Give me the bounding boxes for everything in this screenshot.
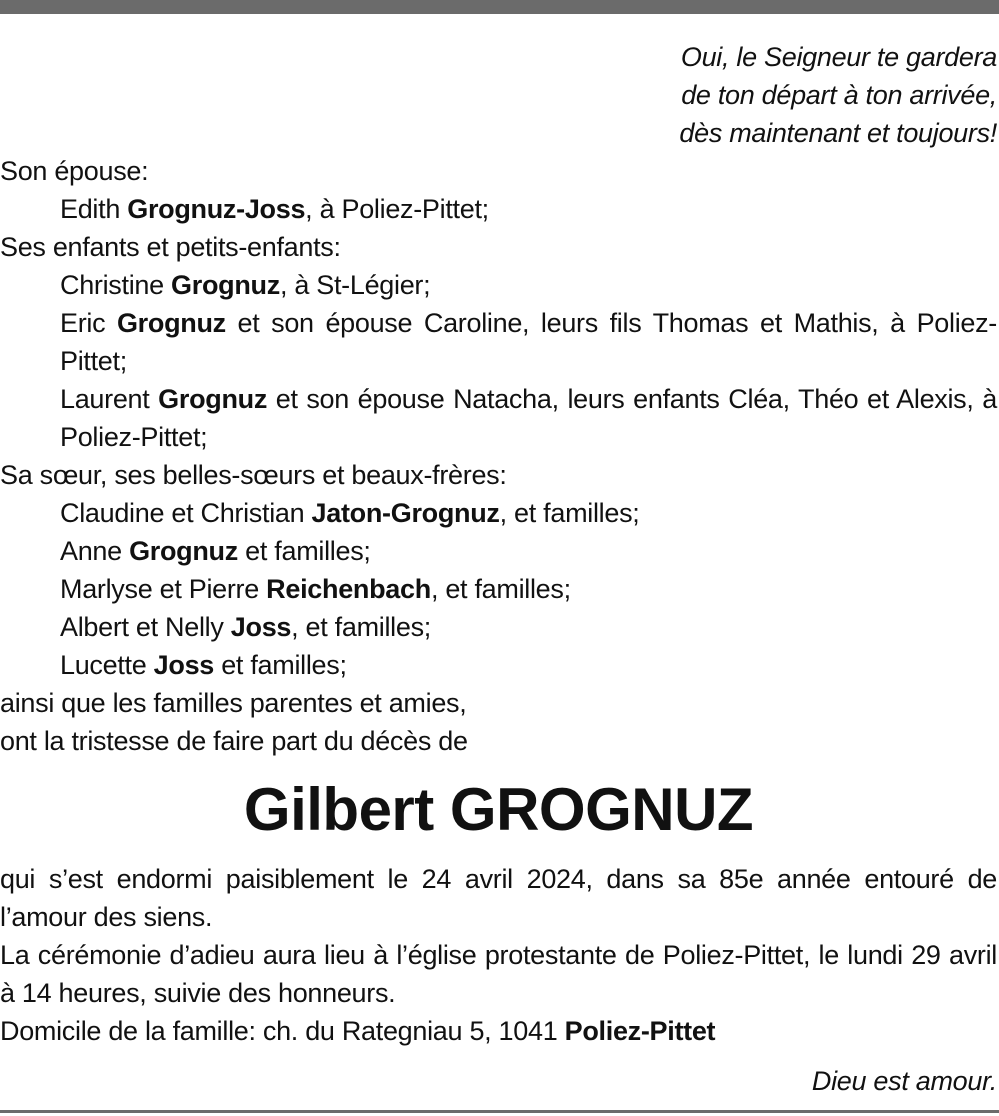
child-first-name: Christine bbox=[60, 270, 172, 300]
sibling-last-name: Joss bbox=[153, 650, 215, 680]
sibling-details: , et familles; bbox=[499, 498, 640, 528]
sibling-first-name: Claudine et Christian bbox=[60, 498, 312, 528]
bible-verse bbox=[0, 38, 997, 152]
sibling-first-name: Marlyse et Pierre bbox=[60, 574, 267, 604]
child-details: et son épouse Caroline, leurs fils Thomas et Mathis, à Poliez-Pittet; bbox=[60, 308, 997, 376]
siblings-heading: Sa sœur, ses belles-sœurs et beaux-frères: bbox=[0, 460, 507, 490]
sibling-entry bbox=[0, 608, 997, 646]
spouse-first-name: Edith bbox=[60, 194, 128, 224]
sibling-first-name: Anne bbox=[60, 536, 130, 566]
sibling-last-name: Reichenbach bbox=[266, 574, 431, 604]
sibling-details: , et familles; bbox=[291, 612, 431, 642]
child-first-name: Eric bbox=[60, 308, 117, 338]
sibling-details: et familles; bbox=[237, 536, 371, 566]
family-domicile bbox=[0, 1012, 997, 1050]
verse-line-3: dès maintenant et toujours! bbox=[679, 118, 997, 148]
child-last-name: Grognuz bbox=[158, 384, 268, 414]
death-announcement: qui s’est endormi paisiblement le 24 avril 2024, dans sa 85e année entouré de l’amour des siens. bbox=[0, 864, 997, 932]
verse-line-1: Oui, le Seigneur te gardera bbox=[680, 42, 997, 72]
intro-line: ainsi que les familles parentes et amies, bbox=[0, 688, 467, 718]
child-last-name: Grognuz bbox=[171, 270, 280, 300]
sibling-last-name: Jaton-Grognuz bbox=[311, 498, 500, 528]
child-last-name: Grognuz bbox=[116, 308, 226, 338]
sibling-entry bbox=[0, 494, 997, 532]
domicile-address: Domicile de la famille: ch. du Rategniau 5, 1041 bbox=[0, 1016, 565, 1046]
sibling-first-name: Albert et Nelly bbox=[60, 612, 231, 642]
intro-line: ont la tristesse de faire part du décès de bbox=[0, 726, 468, 756]
spouse-heading: Son épouse: bbox=[0, 156, 149, 186]
verse-line-2: de ton départ à ton arrivée, bbox=[681, 80, 997, 110]
domicile-town: Poliez-Pittet bbox=[564, 1016, 716, 1046]
sibling-entry bbox=[0, 532, 997, 570]
sibling-first-name: Lucette bbox=[60, 650, 154, 680]
sibling-entry bbox=[0, 570, 997, 608]
top-divider bbox=[0, 0, 999, 14]
spouse-last-name: Grognuz-Joss bbox=[127, 194, 306, 224]
child-details: et son épouse Natacha, leurs enfants Cléa, Théo et Alexis, à Poliez-Pittet; bbox=[60, 384, 997, 452]
sibling-details: et familles; bbox=[214, 650, 347, 680]
child-entry bbox=[0, 266, 997, 304]
spouse-entry bbox=[0, 190, 997, 228]
child-entry bbox=[0, 304, 997, 380]
obituary-notice bbox=[0, 38, 997, 1100]
child-first-name: Laurent bbox=[60, 384, 159, 414]
closing-line: Dieu est amour. bbox=[811, 1066, 997, 1096]
child-details: , à St-Légier; bbox=[279, 270, 431, 300]
sibling-last-name: Joss bbox=[230, 612, 292, 642]
sibling-entry bbox=[0, 646, 997, 684]
sibling-last-name: Grognuz bbox=[129, 536, 238, 566]
bottom-divider bbox=[0, 1110, 999, 1113]
deceased-name: Gilbert GROGNUZ bbox=[243, 776, 754, 843]
children-heading: Ses enfants et petits-enfants: bbox=[0, 232, 341, 262]
sibling-details: , et familles; bbox=[430, 574, 571, 604]
ceremony-details: La cérémonie d’adieu aura lieu à l’église protestante de Poliez-Pittet, le lundi 29 avril à 14 heures, suivie des honneurs. bbox=[0, 940, 997, 1008]
child-entry bbox=[0, 380, 997, 456]
spouse-location: , à Poliez-Pittet; bbox=[305, 194, 489, 224]
